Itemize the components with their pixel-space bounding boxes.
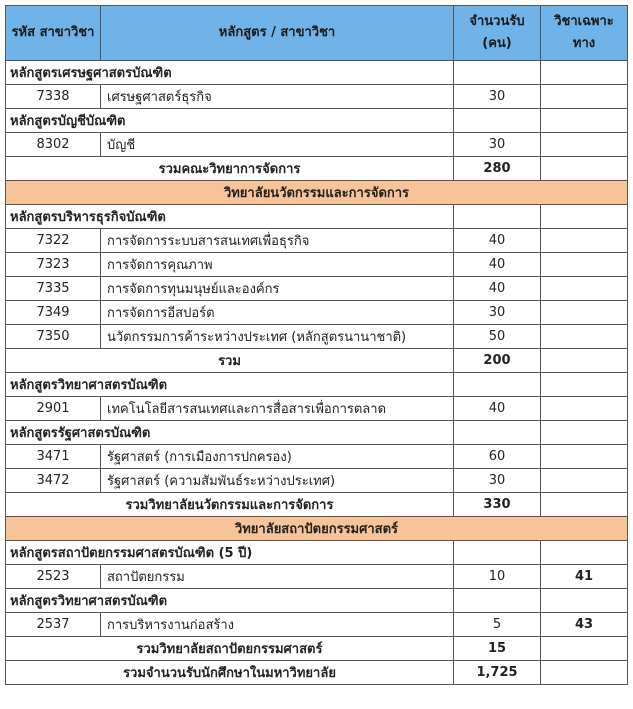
quota-value: 30 (454, 133, 541, 157)
empty-cell (541, 493, 628, 517)
empty-cell (541, 205, 628, 229)
total-quota-value: 1,725 (454, 661, 541, 685)
major-code: 7323 (6, 253, 101, 277)
faculty-label: วิทยาลัยนวัตกรรมและการจัดการ (6, 181, 628, 205)
table-row (6, 85, 628, 109)
program-group-label: หลักสูตรบัญชีบัณฑิต (6, 109, 454, 133)
empty-cell (541, 157, 628, 181)
program-group-label: หลักสูตรบริหารธุรกิจบัณฑิต (6, 205, 454, 229)
total-label: รวมวิทยาลัยสถาปัตยกรรมศาสตร์ (6, 637, 454, 661)
major-name: เทคโนโลยีสารสนเทศและการสื่อสารเพื่อการตลาด (101, 397, 454, 421)
total-row (6, 157, 628, 181)
program-group-label: หลักสูตรวิทยาศาสตรบัณฑิต (6, 589, 454, 613)
faculty-header-row (6, 517, 628, 541)
header-code: รหัส สาขาวิชา (6, 6, 101, 61)
major-name: เศรษฐศาสตร์ธุรกิจ (101, 85, 454, 109)
empty-cell (541, 109, 628, 133)
major-code: 7335 (6, 277, 101, 301)
total-label: รวมจำนวนรับนักศึกษาในมหาวิทยาลัย (6, 661, 454, 685)
empty-cell (541, 661, 628, 685)
empty-cell (541, 589, 628, 613)
major-name: สถาปัตยกรรม (101, 565, 454, 589)
table-row (6, 445, 628, 469)
table-row (6, 565, 628, 589)
quota-value: 40 (454, 229, 541, 253)
table-row (6, 229, 628, 253)
header-program: หลักสูตร / สาขาวิชา (101, 6, 454, 61)
special-subject-value (541, 229, 628, 253)
total-quota-value: 15 (454, 637, 541, 661)
major-name: การจัดการระบบสารสนเทศเพื่อธุรกิจ (101, 229, 454, 253)
major-code: 2901 (6, 397, 101, 421)
quota-value: 60 (454, 445, 541, 469)
program-group-label: หลักสูตรรัฐศาสตรบัณฑิต (6, 421, 454, 445)
empty-cell (541, 637, 628, 661)
program-group-row (6, 589, 628, 613)
table-row (6, 301, 628, 325)
quota-value: 40 (454, 253, 541, 277)
empty-cell (454, 421, 541, 445)
total-quota-value: 200 (454, 349, 541, 373)
special-subject-value (541, 397, 628, 421)
program-group-row (6, 541, 628, 565)
table-header-row (6, 6, 628, 61)
empty-cell (541, 541, 628, 565)
program-group-label: หลักสูตรวิทยาศาสตรบัณฑิต (6, 373, 454, 397)
empty-cell (541, 61, 628, 85)
table-row (6, 469, 628, 493)
faculty-label: วิทยาลัยสถาปัตยกรรมศาสตร์ (6, 517, 628, 541)
program-group-label: หลักสูตรสถาปัตยกรรมศาสตรบัณฑิต (5 ปี) (6, 541, 454, 565)
major-name: นวัตกรรมการค้าระหว่างประเทศ (หลักสูตรนานาชาติ) (101, 325, 454, 349)
table-row (6, 613, 628, 637)
header-quota: จำนวนรับ (คน) (454, 6, 541, 61)
empty-cell (541, 373, 628, 397)
major-name: การจัดการทุนมนุษย์และองค์กร (101, 277, 454, 301)
empty-cell (454, 61, 541, 85)
special-subject-value: 41 (541, 565, 628, 589)
special-subject-value: 43 (541, 613, 628, 637)
major-code: 7338 (6, 85, 101, 109)
total-quota-value: 280 (454, 157, 541, 181)
total-row (6, 637, 628, 661)
major-name: การจัดการคุณภาพ (101, 253, 454, 277)
empty-cell (454, 205, 541, 229)
empty-cell (454, 541, 541, 565)
empty-cell (541, 421, 628, 445)
major-code: 7349 (6, 301, 101, 325)
total-label: รวมวิทยาลัยนวัตกรรมและการจัดการ (6, 493, 454, 517)
table-row (6, 325, 628, 349)
major-code: 8302 (6, 133, 101, 157)
quota-value: 10 (454, 565, 541, 589)
faculty-header-row (6, 181, 628, 205)
quota-value: 40 (454, 277, 541, 301)
major-name: การจัดการอีสปอร์ต (101, 301, 454, 325)
major-code: 7350 (6, 325, 101, 349)
program-group-row (6, 421, 628, 445)
special-subject-value (541, 325, 628, 349)
total-label: รวมคณะวิทยาการจัดการ (6, 157, 454, 181)
major-name: การบริหารงานก่อสร้าง (101, 613, 454, 637)
empty-cell (454, 589, 541, 613)
quota-value: 30 (454, 85, 541, 109)
major-code: 2537 (6, 613, 101, 637)
program-group-label: หลักสูตรเศรษฐศาสตรบัณฑิต (6, 61, 454, 85)
major-code: 3472 (6, 469, 101, 493)
special-subject-value (541, 277, 628, 301)
program-group-row (6, 61, 628, 85)
program-group-row (6, 109, 628, 133)
empty-cell (541, 349, 628, 373)
quota-value: 5 (454, 613, 541, 637)
major-name: บัญชี (101, 133, 454, 157)
quota-value: 30 (454, 301, 541, 325)
special-subject-value (541, 133, 628, 157)
total-row (6, 661, 628, 685)
table-row (6, 133, 628, 157)
quota-value: 50 (454, 325, 541, 349)
admission-quota-table (5, 5, 628, 685)
major-code: 2523 (6, 565, 101, 589)
major-name: รัฐศาสตร์ (ความสัมพันธ์ระหว่างประเทศ) (101, 469, 454, 493)
empty-cell (454, 373, 541, 397)
special-subject-value (541, 301, 628, 325)
table-body (6, 61, 628, 685)
major-code: 3471 (6, 445, 101, 469)
table-row (6, 253, 628, 277)
major-name: รัฐศาสตร์ (การเมืองการปกครอง) (101, 445, 454, 469)
special-subject-value (541, 445, 628, 469)
total-row (6, 493, 628, 517)
special-subject-value (541, 469, 628, 493)
special-subject-value (541, 85, 628, 109)
empty-cell (454, 109, 541, 133)
program-group-row (6, 373, 628, 397)
header-special: วิชาเฉพาะทาง (541, 6, 628, 61)
table-row (6, 277, 628, 301)
major-code: 7322 (6, 229, 101, 253)
quota-value: 40 (454, 397, 541, 421)
quota-value: 30 (454, 469, 541, 493)
special-subject-value (541, 253, 628, 277)
total-label: รวม (6, 349, 454, 373)
table-row (6, 397, 628, 421)
total-quota-value: 330 (454, 493, 541, 517)
program-group-row (6, 205, 628, 229)
total-row (6, 349, 628, 373)
